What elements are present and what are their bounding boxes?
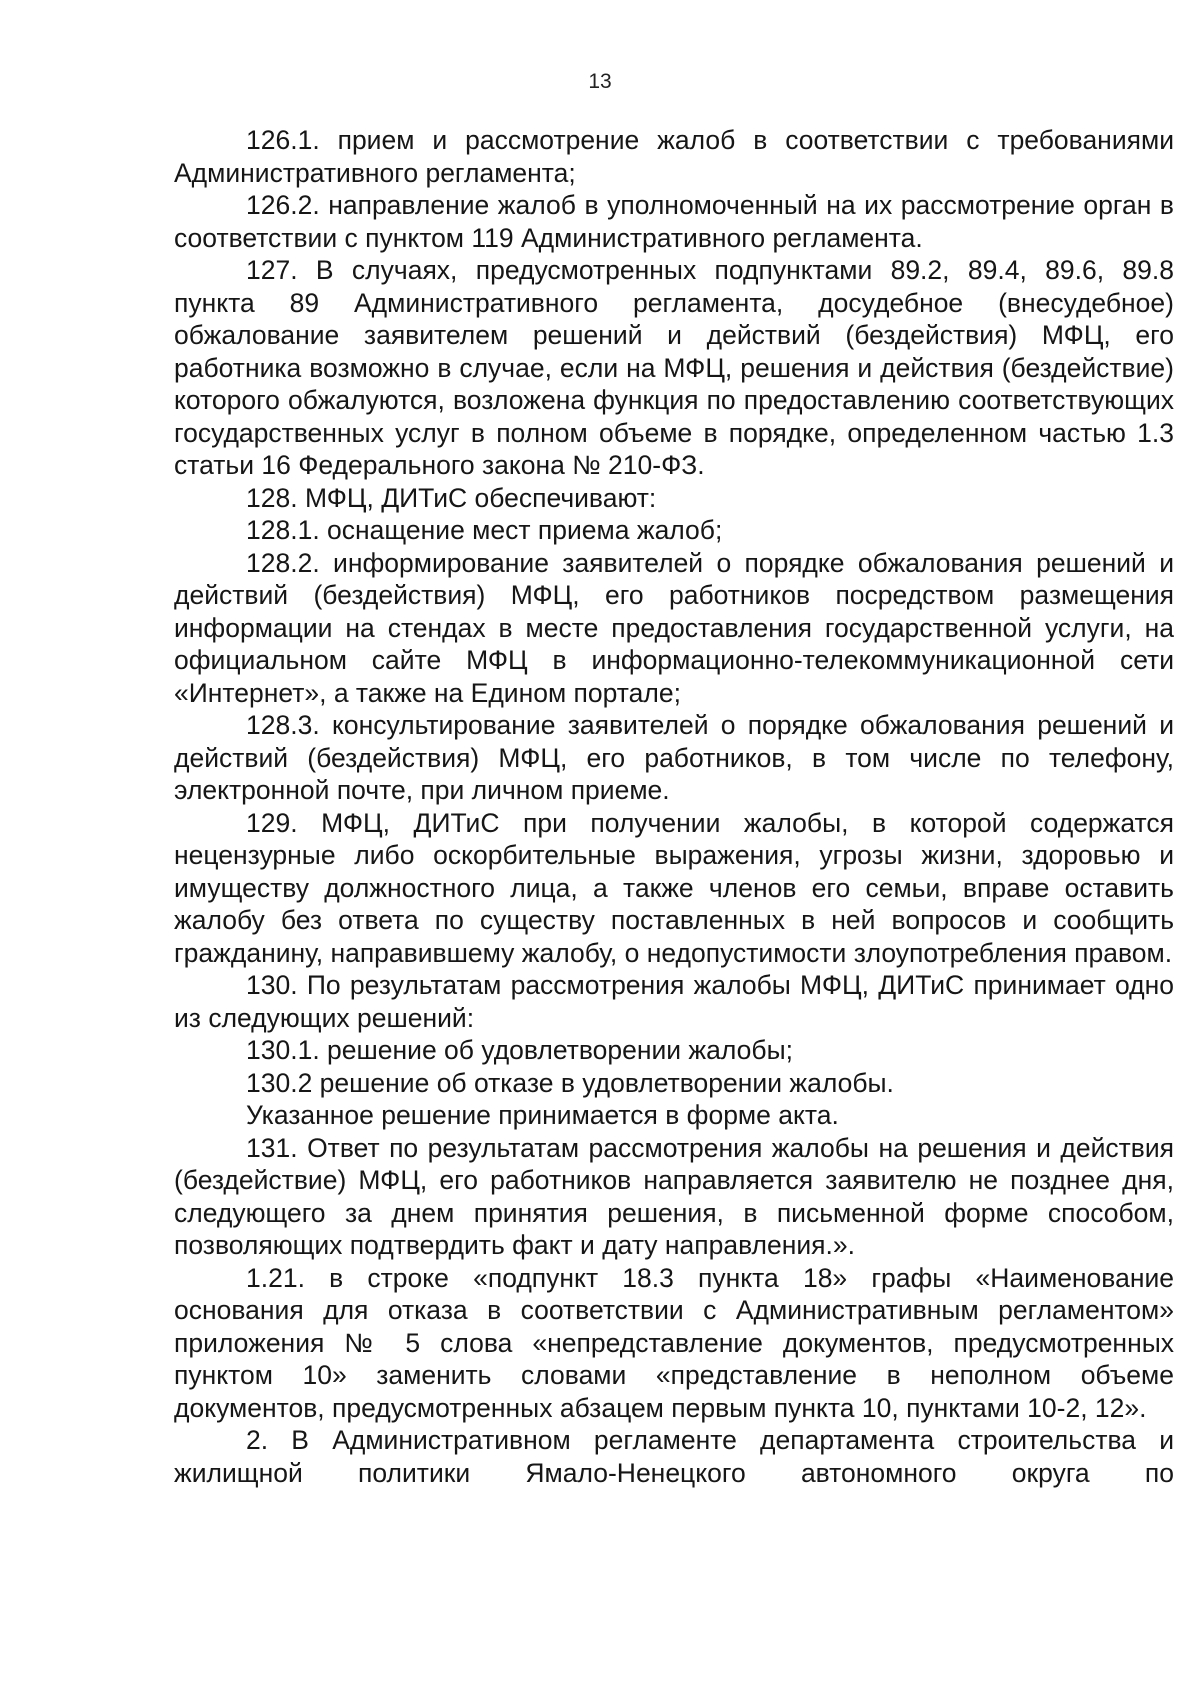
page-number: 13 — [588, 70, 612, 93]
paragraph-128: 128. МФЦ, ДИТиС обеспечивают: — [246, 482, 657, 513]
document-body — [174, 124, 1174, 1489]
paragraph-130-2: 130.2 решение об отказе в удовлетворении жалобы. — [246, 1067, 894, 1098]
paragraph-130-1: 130.1. решение об удовлетворении жалобы; — [246, 1035, 793, 1065]
paragraph-126-1: 126.1. прием и рассмотрение жалоб в соответствии с требованиями Административного регламента; — [174, 125, 1174, 188]
paragraph-2: 2. В Административном регламенте департамента строительства и жилищной политики Ямало-Ненецкого автономного округа по — [174, 1425, 1174, 1488]
paragraph-131: 131. Ответ по результатам рассмотрения жалобы на решения и действия (бездействие) МФЦ, его работников направляется заявителю не позднее дня, следующего за днем принятия решения, в письменной форме способом, позволяющих подтвердить факт и дату направления.». — [174, 1132, 1174, 1260]
paragraph-129: 129. МФЦ, ДИТиС при получении жалобы, в которой содержатся нецензурные либо оскорбительные выражения, угрозы жизни, здоровью и имуществу должностного лица, а также членов его семьи, вправе оставить жалобу без ответа по существу поставленных в ней вопросов и сообщить гражданину, направившему жалобу, о недопустимости злоупотребления правом. — [174, 807, 1174, 968]
paragraph-128-3: 128.3. консультирование заявителей о порядке обжалования решений и действий (бездействия) МФЦ, его работников, в том числе по телефону, электронной почте, при личном приеме. — [174, 710, 1174, 805]
paragraph-130: 130. По результатам рассмотрения жалобы МФЦ, ДИТиС принимает одно из следующих решений: — [174, 970, 1174, 1033]
paragraph-128-2: 128.2. информирование заявителей о порядке обжалования решений и действий (бездействия) МФЦ, его работников посредством размещения информации на стендах в месте предоставления государственной услуги, на официальном сайте МФЦ в информационно-телекоммуникационной сети «Интернет», а также на Едином портале; — [174, 547, 1174, 708]
paragraph-decision-act: Указанное решение принимается в форме акта. — [246, 1100, 839, 1130]
paragraph-127: 127. В случаях, предусмотренных подпунктами 89.2, 89.4, 89.6, 89.8 пункта 89 Административного регламента, досудебное (внесудебное) обжалование заявителем решений и действий (бездействия) МФЦ, его работника возможно в случае, если на МФЦ, решения и действия (бездействие) которого обжалуются, возложена функция по предоставлению соответствующих государственных услуг в полном объеме в порядке, определенном частью 1.3 статьи 16 Федерального закона № 210-ФЗ. — [174, 255, 1174, 480]
paragraph-126-2: 126.2. направление жалоб в уполномоченный на их рассмотрение орган в соответствии с пунктом 119 Административного регламента. — [174, 190, 1174, 253]
paragraph-128-1: 128.1. оснащение мест приема жалоб; — [246, 515, 723, 545]
paragraph-1-21: 1.21. в строке «подпункт 18.3 пункта 18» графы «Наименование основания для отказа в соответствии с Административным регламентом» приложения № 5 слова «непредставление документов, предусмотренных пунктом 10» заменить словами «представление в неполном объеме документов, предусмотренных абзацем первым пункта 10, пунктами 10-2, 12». — [174, 1262, 1174, 1423]
